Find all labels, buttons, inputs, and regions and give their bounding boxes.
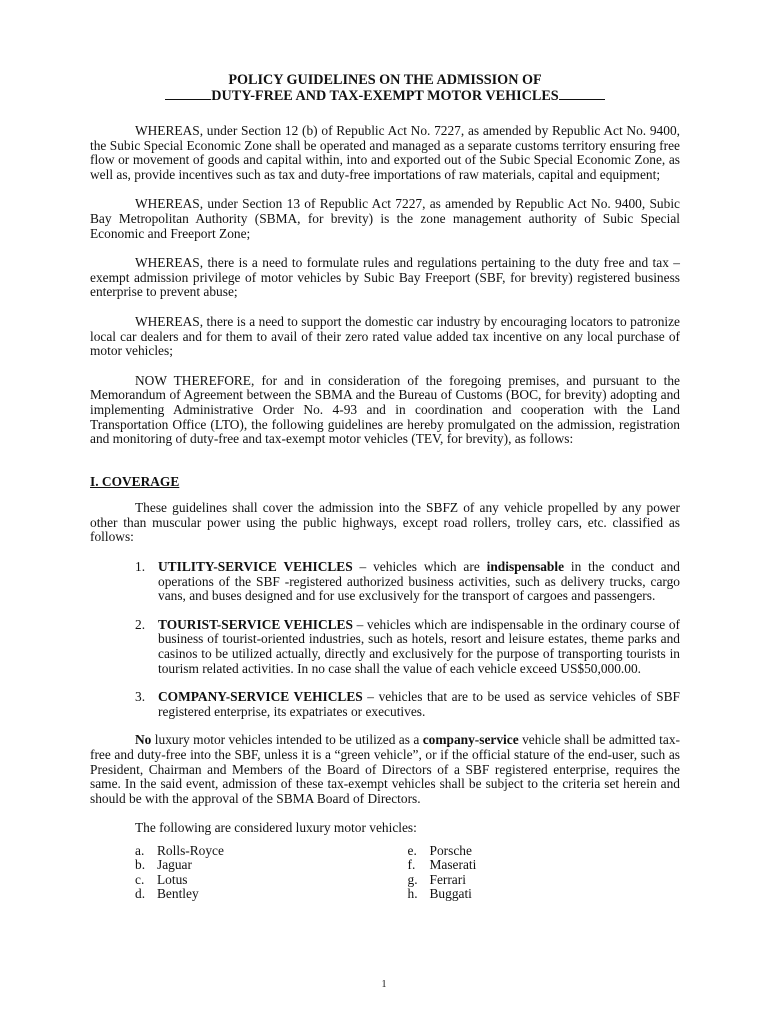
list-item [408, 887, 681, 902]
list-item-name: Ferrari [429, 871, 466, 887]
list-item-letter: h. [407, 886, 418, 902]
list-item-name: Maserati [429, 857, 477, 873]
document-title [90, 72, 680, 104]
whereas-paragraph-3: WHEREAS, there is a need to formulate rules and regulations pertaining to the duty free and tax –exempt admission privilege of motor vehicles by Subic Bay Freeport (SBF, for brevity) registered business enterprise to prevent abuse; [90, 255, 680, 300]
title-line-2 [90, 88, 680, 104]
list-item-letter: f. [407, 857, 416, 873]
list-item [135, 887, 408, 902]
title-line-1: POLICY GUIDELINES ON THE ADMISSION OF [228, 72, 542, 88]
vehicle-class-list [90, 560, 680, 719]
list-item-letter: g. [407, 871, 418, 887]
list-item [408, 873, 681, 888]
whereas-paragraph-4: WHEREAS, there is a need to support the domestic car industry by encouraging locators to patronize local car dealers and for them to avail of their zero rated value added tax incentive on any local purchase of motor vehicles; [90, 313, 680, 359]
luxury-brand-list [90, 844, 680, 902]
page-number: 1 [381, 979, 387, 990]
whereas-paragraph-2: WHEREAS, under Section 13 of Republic Act 7227, as amended by Republic Act No. 9400, Subic Bay Metropolitan Authority (SBMA, for brevity) is the zone management authority of Subic Special Economic and Freeport Zone; [90, 196, 680, 241]
luxury-list-intro: The following are considered luxury motor vehicles: [135, 820, 417, 836]
list-item [135, 873, 408, 888]
list-item [135, 858, 408, 873]
list-item [90, 560, 680, 604]
list-item-letter: c. [135, 871, 145, 887]
title-rule-right [559, 98, 605, 100]
list-item-text: – vehicles which are indispensable in the ordinary course of business of tourist-oriented industries, such as hotels, resort and leisure estates, theme parks and casinos to be utilized actually, directly and exclusively for the purpose of transporting tourists in tourism related activities. In no case shall the value of each vehicle exceed US$50,000.00. [158, 616, 681, 676]
list-item-emphasis: indispensable [486, 559, 565, 575]
list-item [408, 858, 681, 873]
list-item-letter: e. [407, 842, 417, 858]
luxury-vehicles-paragraph [90, 733, 680, 806]
list-item [90, 690, 680, 719]
luxury-column-right [408, 844, 681, 902]
luxury-lead: No [135, 732, 152, 748]
list-item-name: Lotus [157, 871, 188, 887]
now-therefore-paragraph: NOW THEREFORE, for and in consideration of the foregoing premises, and pursuant to the Memorandum of Agreement between the SBMA and the Bureau of Customs (BOC, for brevity) adopting and implementing Administrative Order No. 4-93 and in coordination and cooperation with the Land Transportation Office (LTO), the following guidelines are hereby promulgated on the admission, registration and monitoring of duty-free and tax-exempt motor vehicles (TEV, for brevity), as follows: [90, 372, 680, 447]
document-page [90, 72, 680, 902]
luxury-text: vehicle shall be admitted tax-free and duty-free into the SBF, unless it is a “green vehicle”, or if the official stature of the end-user, such as President, Chairman and Members of the Board of Directors of a SBF registered enterprise, requires the same. In the said event, admission of these tax-exempt vehicles shall be subject to the criteria set herein and should be with the approval of the SBMA Board of Directors. [90, 732, 680, 806]
list-item-name: Rolls-Royce [157, 842, 224, 858]
list-item [90, 618, 680, 676]
list-item [135, 844, 408, 859]
title-line-2-text: DUTY-FREE AND TAX-EXEMPT MOTOR VEHICLES [211, 88, 559, 104]
list-item-letter: b. [135, 857, 146, 873]
list-item-number: 2. [135, 616, 146, 632]
coverage-intro: These guidelines shall cover the admission into the SBFZ of any vehicle propelled by any power other than muscular power using the public highways, except road rollers, trolley cars, etc. classified as follows: [90, 500, 680, 545]
luxury-text: luxury motor vehicles intended to be utilized as a [151, 732, 423, 748]
list-item-name: Bentley [157, 886, 199, 902]
list-item-letter: a. [135, 842, 145, 858]
list-item-text: – vehicles which are [352, 559, 487, 575]
list-item-text: – vehicles that are to be used as service vehicles of SBF registered enterprise, its expatriates or executives. [158, 689, 680, 719]
list-item-name: Buggati [429, 886, 472, 902]
luxury-column-left [90, 844, 408, 902]
list-item-number: 1. [135, 559, 146, 575]
list-item-title: TOURIST-SERVICE VEHICLES [158, 616, 353, 632]
list-item-title: COMPANY-SERVICE VEHICLES [158, 689, 363, 705]
list-item-letter: d. [135, 886, 146, 902]
list-item-name: Jaguar [157, 857, 192, 873]
list-item-name: Porsche [429, 842, 472, 858]
list-item [408, 844, 681, 859]
section-heading-coverage: I. COVERAGE [90, 473, 180, 489]
title-rule-left [165, 98, 211, 100]
list-item-title: UTILITY-SERVICE VEHICLES [158, 559, 353, 575]
list-item-text: in the conduct and operations of the SBF -registered authorized business activities, such as delivery trucks, cargo vans, and buses designed and for use exclusively for the transport of cargoes and passengers. [158, 559, 680, 604]
luxury-emphasis: company-service [422, 732, 519, 748]
list-item-number: 3. [135, 689, 146, 705]
whereas-paragraph-1: WHEREAS, under Section 12 (b) of Republic Act No. 7227, as amended by Republic Act No. 9400, the Subic Special Economic Zone shall be operated and managed as a separate customs territory ensuring free flow or movement of goods and capital within, into and exported out of the Subic Special Economic Zone, as well as, provide incentives such as tax and duty-free importations of raw materials, capital and equipment; [90, 123, 680, 182]
